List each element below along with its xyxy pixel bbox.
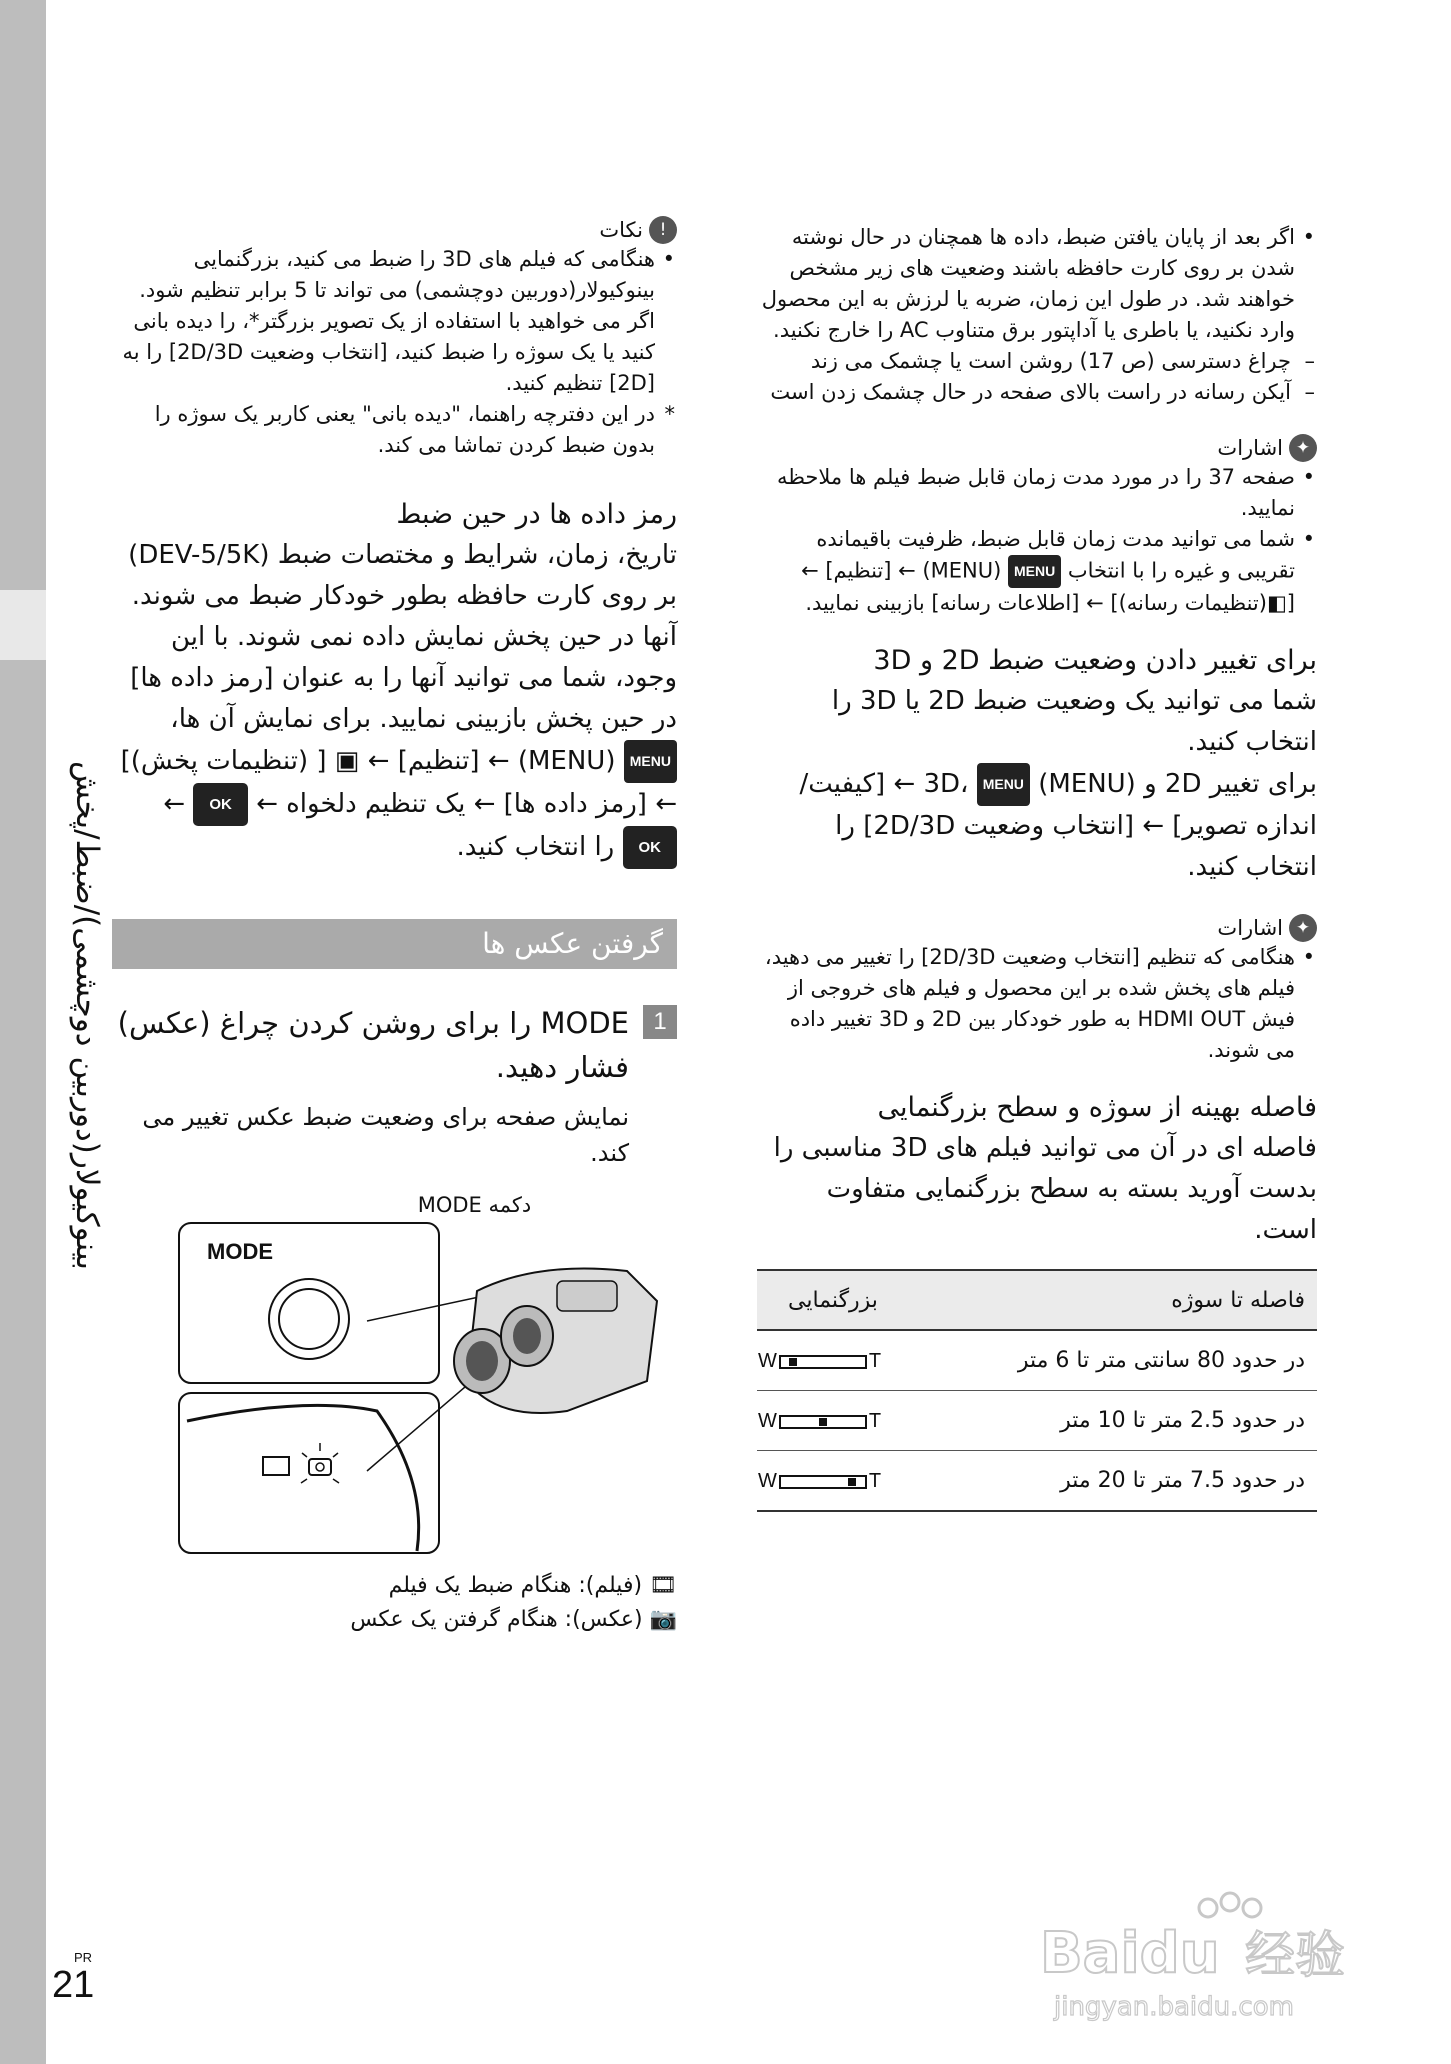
zoom-gauge (758, 1410, 881, 1433)
zoom-wide-label: W (758, 1350, 777, 1372)
camera-mode-illustration (177, 1221, 677, 1561)
svg-text:MODE: MODE (207, 1239, 273, 1264)
sidebar-strip (0, 0, 46, 2064)
zoom-tele-label: T (868, 1410, 882, 1432)
zoom-bar (779, 1355, 867, 1369)
list-item: • هنگامی که تنظیم [انتخاب وضعیت 2D/3D] را تغییر می دهید، فیلم های پخش شده بر این محصول و فیلم های خروجی از فیش HDMI OUT به طور خودکار بین 2D و 3D تغییر داده می شوند. (757, 942, 1317, 1066)
section-heading-data-code: رمز داده ها در حین ضبط (396, 499, 677, 530)
table-row (757, 1330, 1317, 1391)
list-item: * در این دفترچه راهنما، "دیده بانی" یعنی کاربر یک سوژه را بدون ضبط کردن تماشا می کند. (112, 399, 677, 461)
paragraph: شما می توانید یک وضعیت ضبط 2D یا 3D را انتخاب کنید. برای تغییر 2D و 3D، MENU (MENU) ← [کیفیت/اندازه تصویر] ← [انتخاب وضعیت 2D/3D] را انتخاب کنید. (799, 686, 1317, 882)
sidebar-tab-marker (0, 590, 46, 660)
zoom-bar (779, 1475, 867, 1489)
baidu-watermark (1040, 1880, 1380, 2030)
page-number (52, 1950, 94, 2005)
watermark-cn: 经验 (1245, 1926, 1345, 1984)
paragraph: تاریخ، زمان، شرایط و مختصات ضبط (DEV-5/5K) بر روی کارت حافظه بطور خودکار ضبط می شوند. آنها در حین پخش نمایش داده نمی شوند. با این وجود، شما می توانید آنها را به عنوان [رمز داده ها] در حین پخش بازبینی نمایید. برای نمایش آن ها، MENU (MENU) ← [تنظیم] ← ▣ [ (تنظیمات پخش)] ← [رمز داده ها] ← یک تنظیم دلخواه ← OK ← OK را انتخاب کنید. (112, 535, 677, 869)
zoom-wide-label: W (758, 1470, 777, 1492)
list-item: • اگر بعد از پایان یافتن ضبط، داده ها همچنان در حال نوشته شدن بر روی کارت حافظه باشند وضعیت های زیر مشخص خواهند شد. در طول این زمان، ضربه یا لرزش به این محصول وارد نکنید، یا باطری یا آداپتور برق متناوب AC را خارج نکنید. (757, 222, 1317, 346)
zoom-wide-label: W (758, 1410, 777, 1432)
right-column (757, 222, 1317, 1512)
watermark-brand: Baidu (1040, 1921, 1220, 1986)
distance-cell: در حدود 80 سانتی متر تا 6 متر (909, 1330, 1317, 1391)
menu-button-icon: MENU (624, 740, 677, 783)
section-title-bar: گرفتن عکس ها (112, 919, 677, 969)
step-number: 1 (643, 1005, 677, 1039)
hints-heading: ✦ اشارات (757, 434, 1317, 462)
record-notes (757, 222, 1317, 408)
distance-cell: در حدود 2.5 متر تا 10 متر (909, 1391, 1317, 1451)
menu-button-icon: MENU (977, 763, 1030, 806)
notes-heading: ! نکات (112, 216, 677, 244)
step-text: MODE را برای روشن کردن چراغ (عکس) فشار دهید. (117, 1006, 629, 1084)
section-heading-distance: فاصله بهینه از سوژه و سطح بزرگنمایی (877, 1092, 1317, 1123)
table-row (757, 1391, 1317, 1451)
table-row (757, 1451, 1317, 1512)
zoom-cell (757, 1391, 909, 1451)
list-item: – آیکن رسانه در راست بالای صفحه در حال چشمک زدن است (757, 377, 1317, 408)
list-item: – چراغ دسترسی (ص 17) روشن است یا چشمک می زند (757, 346, 1317, 377)
menu-button-icon: MENU (1008, 555, 1061, 588)
icon-legend: 🎞 (فیلم): هنگام ضبط یک فیلم 📷 (عکس): هنگام گرفتن یک عکس (350, 1573, 677, 1632)
playback-settings-icon: ▣ (334, 746, 360, 776)
notes-list (112, 244, 677, 461)
movie-icon: 🎞 (649, 1573, 677, 1598)
media-settings-icon: ◧ (1266, 591, 1287, 615)
page-lang: PR (74, 1950, 93, 1965)
zoom-marker (789, 1358, 797, 1366)
section-heading-2d3d: برای تغییر دادن وضعیت ضبط 2D و 3D (873, 645, 1317, 676)
zoom-tele-label: T (868, 1350, 882, 1372)
chapter-title: بینوکیولار(دوربین دوچشمی)/ضبط/پخش (69, 760, 105, 1270)
zoom-cell (757, 1451, 909, 1512)
figure-caption: دکمه MODE (417, 1193, 532, 1217)
step-1 (112, 1001, 677, 1171)
zoom-cell (757, 1330, 909, 1391)
hints-list (757, 942, 1317, 1066)
table-header: بزرگنمایی (757, 1270, 909, 1330)
notes-icon: ! (649, 216, 677, 244)
hints-list (757, 462, 1317, 619)
distance-cell: در حدود 7.5 متر تا 20 متر (909, 1451, 1317, 1512)
zoom-marker (848, 1478, 856, 1486)
page-num: 21 (52, 1964, 95, 2006)
ok-button-icon: OK (623, 826, 678, 869)
zoom-tele-label: T (868, 1470, 882, 1492)
hints-heading: ✦ اشارات (757, 914, 1317, 942)
left-column (112, 218, 677, 1637)
watermark-url: jingyan.baidu.com (1054, 1992, 1294, 2022)
table-header: فاصله تا سوژه (909, 1270, 1317, 1330)
distance-zoom-table (757, 1269, 1317, 1512)
list-item: • شما می توانید مدت زمان قابل ضبط، ظرفیت باقیمانده تقریبی و غیره را با انتخاب MENU (MENU) ← [تنظیم] ← [◧(تنظیمات رسانه)] ← [اطلاعات رسانه] بازبینی نمایید. (757, 524, 1317, 619)
paragraph: فاصله ای در آن می توانید فیلم های 3D مناسبی را بدست آورید بسته به سطح بزرگنمایی متفاوت است. (773, 1133, 1317, 1245)
ok-button-icon: OK (193, 783, 248, 826)
zoom-gauge (758, 1470, 881, 1493)
zoom-marker (819, 1418, 827, 1426)
list-item: • هنگامی که فیلم های 3D را ضبط می کنید، بزرگنمایی بینوکیولار(دوربین دوچشمی) می تواند تا 5 برابر تنظیم شود. اگر می خواهید با استفاده از یک تصویر بزرگتر*، را دیده بانی کنید یا یک سوژه را ضبط کنید، [انتخاب وضعیت 2D/3D] را به [2D] تنظیم کنید. (112, 244, 677, 399)
zoom-bar (779, 1415, 867, 1429)
list-item: • صفحه 37 را در مورد مدت زمان قابل ضبط فیلم ها ملاحظه نمایید. (757, 462, 1317, 524)
step-subtext: نمایش صفحه برای وضعیت ضبط عکس تغییر می کند. (142, 1103, 629, 1167)
camera-icon: 📷 (649, 1607, 677, 1632)
lightbulb-icon: ✦ (1289, 914, 1317, 942)
lightbulb-icon: ✦ (1289, 434, 1317, 462)
zoom-gauge (758, 1350, 881, 1373)
